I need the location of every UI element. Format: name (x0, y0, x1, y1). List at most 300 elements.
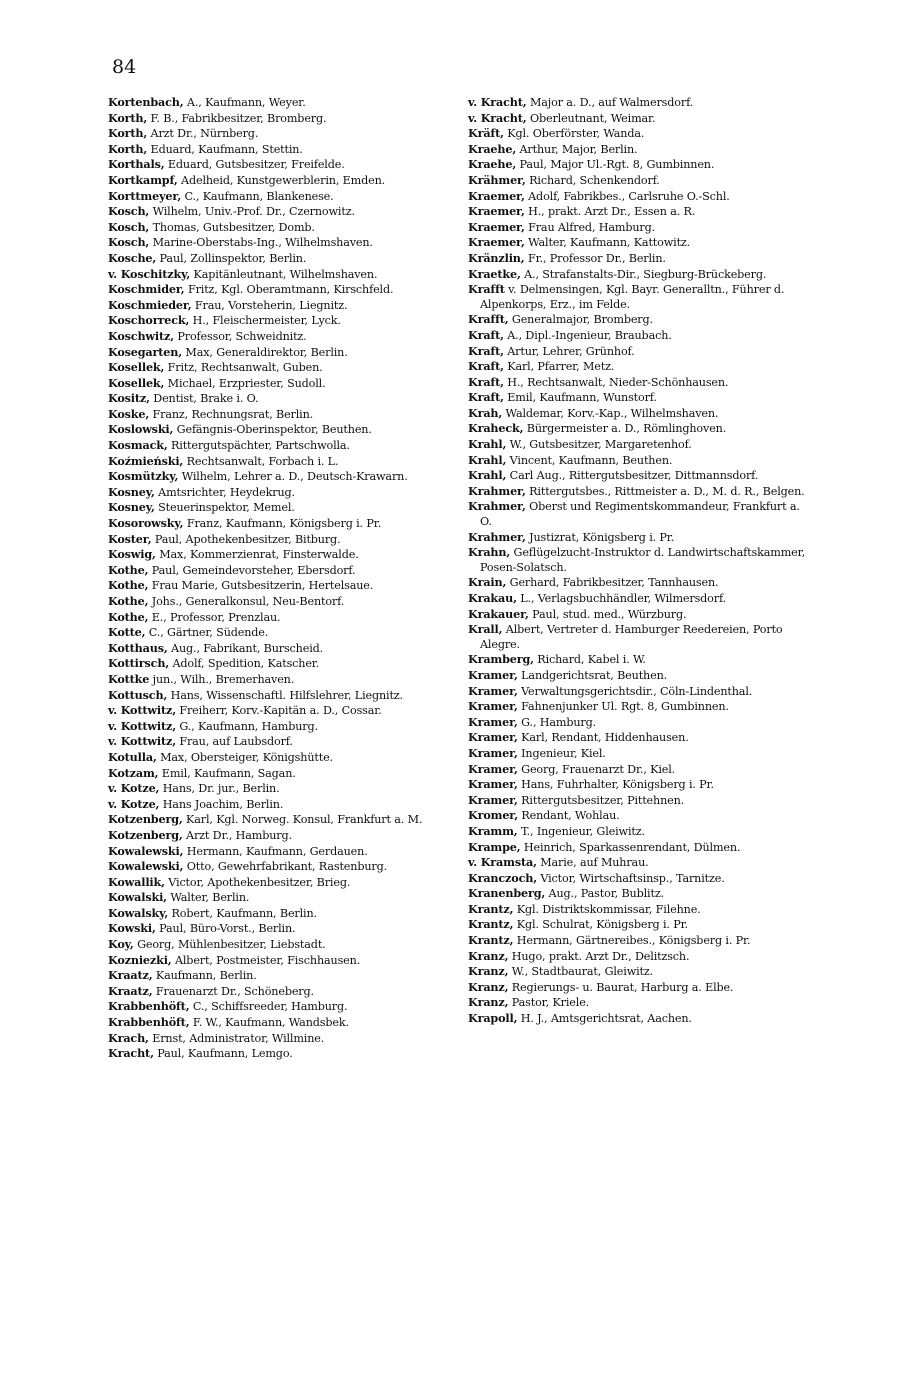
directory-entry (468, 468, 813, 484)
entry-name: Kosney, (108, 500, 155, 515)
directory-entry (108, 703, 453, 719)
entry-details: Kgl. Distriktskommissar, Filehne. (513, 902, 701, 916)
entry-details: Gerhard, Fabrikbesitzer, Tannhausen. (506, 576, 719, 590)
entry-name: Krach, (108, 1030, 149, 1045)
directory-entry (108, 298, 453, 314)
directory-entry (108, 547, 453, 563)
entry-details: Karl, Kgl. Norweg. Konsul, Frankfurt a. M. (182, 813, 423, 827)
directory-entry (108, 688, 453, 704)
entry-details: Walter, Kaufmann, Kattowitz. (524, 236, 691, 250)
directory-entry (468, 344, 813, 360)
entry-details: Franz, Kaufmann, Königsberg i. Pr. (183, 517, 382, 531)
directory-entry (108, 204, 453, 220)
directory-entry (468, 871, 813, 887)
entry-name: Kotzam, (108, 765, 159, 780)
entry-details: Rittergutspächter, Partschwolla. (167, 439, 350, 453)
entry-name: Kosch, (108, 204, 150, 219)
directory-entry (108, 282, 453, 298)
entry-name: v. Kracht, (468, 95, 527, 109)
directory-entry (468, 390, 813, 406)
entry-details: Frau, auf Laubsdorf. (175, 735, 293, 749)
entry-details: Paul, Büro-Vorst., Berlin. (155, 922, 296, 936)
entry-name: v. Kottwitz, (108, 703, 176, 718)
entry-details: Freiherr, Korv.-Kapitän a. D., Cossar. (175, 704, 382, 718)
directory-entry (468, 220, 813, 236)
entry-details: G., Hamburg. (517, 715, 597, 729)
directory-entry (468, 189, 813, 205)
entry-name: Kotulla, (108, 749, 157, 764)
entry-details: Albert, Postmeister, Fischhausen. (171, 953, 361, 967)
entry-details: Wilhelm, Lehrer a. D., Deutsch-Krawarn. (178, 470, 408, 484)
entry-details: E., Professor, Prenzlau. (148, 610, 281, 624)
entry-name: Krantz, (468, 901, 514, 916)
entry-name: Koźmieński, (108, 453, 184, 468)
directory-entry (468, 622, 813, 652)
directory-entry (108, 672, 453, 688)
directory-entry (108, 859, 453, 875)
directory-entry (108, 251, 453, 267)
entry-details: Arthur, Major, Berlin. (516, 142, 638, 156)
entry-name: Korthals, (108, 157, 165, 172)
entry-details: Fritz, Rechtsanwalt, Guben. (164, 361, 323, 375)
entry-name: Kranczoch, (468, 870, 537, 885)
directory-entry (108, 890, 453, 906)
directory-entry (108, 142, 453, 158)
entry-name: Kraft, (468, 359, 504, 374)
directory-entry (468, 980, 813, 996)
entry-name: Kramer, (468, 730, 518, 745)
entry-name: Kramer, (468, 792, 518, 807)
entry-details: Arzt Dr., Hamburg. (182, 828, 292, 842)
entry-details: Eduard, Kaufmann, Stettin. (147, 142, 303, 156)
entry-name: Kottusch, (108, 687, 168, 702)
entry-details: Emil, Kaufmann, Sagan. (158, 766, 296, 780)
directory-entry (108, 469, 453, 485)
directory-entry (108, 532, 453, 548)
entry-details: v. Delmensingen, Kgl. Bayr. Generalltn., Führer d. Alpenkorps, Erz., im Felde. (480, 283, 785, 311)
entry-name: Kräft, (468, 126, 504, 141)
directory-entry (468, 375, 813, 391)
entry-name: Kranz, (468, 995, 509, 1010)
directory-entry (468, 95, 813, 111)
entry-details: Marine-Oberstabs-Ing., Wilhelmshaven. (149, 236, 373, 250)
directory-entry (108, 173, 453, 189)
directory-entry (468, 421, 813, 437)
entry-details: Frauenarzt Dr., Schöneberg. (152, 984, 314, 998)
entry-details: A., Dipl.-Ingenieur, Braubach. (503, 328, 672, 342)
directory-entry (108, 516, 453, 532)
directory-entry (108, 376, 453, 392)
entry-name: v. Kottwitz, (108, 734, 176, 749)
directory-entry (108, 906, 453, 922)
entry-name: Kraemer, (468, 204, 525, 219)
directory-entry (108, 812, 453, 828)
entry-details: Amtsrichter, Heydekrug. (154, 485, 295, 499)
directory-entry (108, 422, 453, 438)
entry-name: Koswig, (108, 547, 156, 562)
entry-name: Kortkampf, (108, 172, 178, 187)
entry-name: Koschorreck, (108, 313, 190, 328)
entry-name: Krafft (468, 282, 505, 297)
entry-details: Max, Generaldirektor, Berlin. (182, 345, 348, 359)
entry-name: Kränzlin, (468, 250, 525, 265)
directory-entry (108, 921, 453, 937)
entry-details: Victor, Apothekenbesitzer, Brieg. (164, 875, 351, 889)
directory-entry (108, 454, 453, 470)
entry-name: Kranz, (468, 948, 509, 963)
entry-name: Kosch, (108, 219, 150, 234)
entry-name: Kosche, (108, 250, 157, 265)
directory-entry (468, 235, 813, 251)
entry-name: Kottirsch, (108, 656, 170, 671)
directory-entry (468, 917, 813, 933)
entry-details: Johs., Generalkonsul, Neu-Bentorf. (148, 595, 345, 608)
directory-entry (108, 984, 453, 1000)
entry-name: Kosney, (108, 484, 155, 499)
entry-name: Kosegarten, (108, 344, 182, 359)
directory-entry (108, 267, 453, 283)
entry-details: Fr., Professor Dr., Berlin. (524, 251, 666, 265)
directory-entry (108, 500, 453, 516)
entry-name: Krantz, (468, 933, 514, 948)
entry-name: Kranz, (468, 964, 509, 979)
entry-details: Rechtsanwalt, Forbach i. L. (183, 454, 339, 468)
entry-name: Korth, (108, 141, 148, 156)
directory-entry (108, 345, 453, 361)
entry-details: C., Schiffsreeder, Hamburg. (189, 1000, 348, 1014)
entry-name: Kraehe, (468, 157, 517, 172)
entry-details: Wilhelm, Univ.-Prof. Dr., Czernowitz. (149, 205, 355, 219)
directory-entry (468, 995, 813, 1011)
entry-details: Landgerichtsrat, Beuthen. (517, 668, 668, 682)
entry-name: Krakau, (468, 591, 517, 605)
directory-entry (108, 1015, 453, 1031)
directory-entry (468, 126, 813, 142)
directory-entry (468, 699, 813, 715)
entry-name: Kowalsky, (108, 905, 169, 920)
directory-entry (468, 684, 813, 700)
directory-entry (468, 933, 813, 949)
entry-details: A., Strafanstalts-Dir., Siegburg-Brückeberg. (520, 267, 767, 281)
entry-details: F. B., Fabrikbesitzer, Bromberg. (147, 111, 327, 125)
entry-details: Paul, Major Ul.-Rgt. 8, Gumbinnen. (516, 158, 715, 172)
entry-details: F. W., Kaufmann, Wandsbek. (189, 1016, 349, 1030)
entry-details: Heinrich, Sparkassenrendant, Dülmen. (520, 840, 741, 854)
entry-name: v. Kotze, (108, 781, 160, 796)
directory-entry (468, 886, 813, 902)
entry-name: Krafft, (468, 312, 509, 327)
directory-entry (108, 781, 453, 797)
directory-entry (108, 1046, 453, 1062)
entry-details: Hans Joachim, Berlin. (159, 797, 284, 811)
directory-entry (108, 438, 453, 454)
entry-name: v. Kottwitz, (108, 718, 176, 733)
directory-entry (108, 578, 453, 594)
directory-entry (468, 575, 813, 591)
entry-details: Geflügelzucht-Instruktor d. Landwirtschaftskammer, Posen-Solatsch. (480, 546, 806, 574)
entry-details: Karl, Pfarrer, Metz. (503, 360, 615, 374)
directory-entry (468, 157, 813, 173)
entry-name: Krahmer, (468, 483, 526, 498)
entry-name: Kosellek, (108, 375, 165, 390)
entry-name: Korttmeyer, (108, 188, 182, 203)
entry-name: Kothe, (108, 609, 149, 624)
entry-details: Kapitänleutnant, Wilhelmshaven. (190, 267, 378, 281)
directory-entry (108, 95, 453, 111)
directory-entry (108, 220, 453, 236)
entry-name: Kraft, (468, 390, 504, 405)
directory-entry (468, 530, 813, 546)
entry-details: Waldemar, Korv.-Kap., Wilhelmshaven. (502, 406, 719, 420)
page-number: 84 (112, 56, 137, 78)
entry-details: jun., Wilh., Bremerhaven. (149, 672, 295, 686)
directory-entry (108, 235, 453, 251)
entry-details: Adolf, Fabrikbes., Carlsruhe O.-Schl. (524, 189, 730, 203)
entry-details: A., Kaufmann, Weyer. (183, 96, 306, 109)
entry-details: Hermann, Kaufmann, Gerdauen. (183, 844, 368, 858)
entry-name: Krantz, (468, 917, 514, 932)
entry-name: Kraemer, (468, 188, 525, 203)
entry-name: Kraft, (468, 374, 504, 389)
directory-entry (108, 937, 453, 953)
entry-name: Kraemer, (468, 219, 525, 234)
entry-details: L., Verlagsbuchhändler, Wilmersdorf. (516, 592, 726, 605)
directory-entry (468, 808, 813, 824)
directory-entry (468, 652, 813, 668)
directory-entry (108, 968, 453, 984)
entry-details: Arzt Dr., Nürnberg. (147, 127, 259, 141)
entry-name: Kortenbach, (108, 95, 184, 109)
entry-name: Krahl, (468, 452, 507, 467)
entry-name: Koschmider, (108, 282, 185, 297)
entry-name: Korth, (108, 126, 148, 141)
entry-details: Georg, Frauenarzt Dr., Kiel. (517, 762, 676, 776)
entry-details: Robert, Kaufmann, Berlin. (168, 906, 317, 920)
entry-name: Kositz, (108, 391, 150, 406)
entry-details: Hermann, Gärtnereibes., Königsberg i. Pr. (513, 934, 751, 948)
left-column (108, 95, 453, 1062)
entry-details: Max, Kommerzienrat, Finsterwalde. (155, 548, 359, 562)
directory-entry (468, 545, 813, 575)
entry-details: W., Gutsbesitzer, Margaretenhof. (506, 438, 692, 452)
directory-entry (468, 715, 813, 731)
directory-entry (468, 142, 813, 158)
entry-name: Krall, (468, 622, 503, 637)
entry-name: Kraetke, (468, 266, 521, 281)
entry-name: Kraemer, (468, 235, 525, 250)
entry-name: Krapoll, (468, 1011, 518, 1026)
entry-details: Carl Aug., Rittergutsbesitzer, Dittmannsdorf. (506, 469, 759, 483)
entry-details: Justizrat, Königsberg i. Pr. (525, 530, 675, 544)
entry-details: Fritz, Kgl. Oberamtmann, Kirschfeld. (184, 283, 394, 297)
entry-details: Hans, Wissenschaftl. Hilfslehrer, Liegnitz. (167, 688, 403, 702)
entry-details: H., prakt. Arzt Dr., Essen a. R. (524, 205, 696, 219)
entry-name: Koy, (108, 937, 134, 952)
directory-entry (108, 313, 453, 329)
directory-entry (108, 999, 453, 1015)
entry-name: Kosch, (108, 235, 150, 250)
entry-name: Kowalewski, (108, 859, 184, 874)
directory-entry (468, 949, 813, 965)
directory-entry (108, 485, 453, 501)
entry-name: Kramer, (468, 667, 518, 682)
entry-name: Kramer, (468, 699, 518, 714)
entry-name: v. Kracht, (468, 110, 527, 125)
entry-details: Oberst und Regimentskommandeur, Frankfurt a. O. (480, 500, 800, 529)
directory-entry (468, 204, 813, 220)
directory-entry (108, 734, 453, 750)
directory-entry (108, 828, 453, 844)
entry-name: Krahmer, (468, 499, 526, 514)
directory-entry (468, 328, 813, 344)
directory-entry (108, 126, 453, 142)
entry-name: Kramer, (468, 714, 518, 729)
entry-details: C., Gärtner, Südende. (145, 626, 269, 640)
entry-details: Kgl. Oberförster, Wanda. (503, 127, 645, 141)
entry-name: Krahn, (468, 545, 511, 560)
directory-entry (468, 840, 813, 856)
entry-name: Kramer, (468, 761, 518, 776)
entry-details: Richard, Schenkendorf. (525, 173, 660, 187)
entry-details: Paul, Zollinspektor, Berlin. (156, 251, 307, 265)
directory-entry (468, 902, 813, 918)
directory-entry (468, 484, 813, 500)
directory-entry (108, 953, 453, 969)
entry-details: Kgl. Schulrat, Königsberg i. Pr. (513, 918, 688, 932)
entry-details: Oberleutnant, Weimar. (526, 111, 656, 125)
directory-entry (108, 1031, 453, 1047)
directory-entry (108, 719, 453, 735)
entry-details: Aug., Pastor, Bublitz. (545, 887, 664, 901)
directory-entry (108, 329, 453, 345)
entry-details: Regierungs- u. Baurat, Harburg a. Elbe. (508, 980, 734, 994)
directory-entry (468, 964, 813, 980)
entry-details: Victor, Wirtschaftsinsp., Tarnitze. (536, 871, 725, 885)
entry-details: Adelheid, Kunstgewerblerin, Emden. (177, 173, 386, 187)
entry-details: Ingenieur, Kiel. (517, 746, 606, 760)
right-column (468, 95, 813, 1027)
entry-name: Koster, (108, 531, 152, 546)
entry-name: Krain, (468, 575, 507, 590)
entry-details: Paul, stud. med., Würzburg. (528, 607, 687, 621)
entry-details: Pastor, Kriele. (508, 996, 590, 1010)
directory-entry (468, 437, 813, 453)
entry-name: Kosmützky, (108, 469, 179, 484)
entry-details: Rendant, Wohlau. (517, 809, 620, 823)
directory-entry (468, 793, 813, 809)
entry-name: Kowski, (108, 921, 156, 936)
entry-name: Kotthaus, (108, 640, 168, 655)
entry-details: Rittergutsbes., Rittmeister a. D., M. d. R., Belgen. (525, 484, 805, 498)
entry-details: Michael, Erzpriester, Sudoll. (164, 376, 326, 390)
entry-details: T., Ingenieur, Gleiwitz. (517, 824, 645, 838)
entry-details: Paul, Kaufmann, Lemgo. (153, 1047, 293, 1061)
entry-details: Thomas, Gutsbesitzer, Domb. (149, 220, 315, 234)
entry-details: Frau Marie, Gutsbesitzerin, Hertelsaue. (148, 579, 374, 593)
entry-details: Generalmajor, Bromberg. (508, 313, 653, 327)
entry-name: Kosorowsky, (108, 516, 184, 531)
entry-details: Fahnenjunker Ul. Rgt. 8, Gumbinnen. (517, 700, 729, 714)
directory-entry (108, 625, 453, 641)
entry-details: Albert, Vertreter d. Hamburger Reedereien, Porto Alegre. (480, 623, 783, 651)
directory-entry (468, 1011, 813, 1027)
entry-details: W., Stadtbaurat, Gleiwitz. (508, 965, 654, 979)
entry-name: Kozniezki, (108, 952, 172, 967)
entry-details: Frau Alfred, Hamburg. (524, 220, 656, 234)
directory-entry (108, 594, 453, 610)
entry-details: Frau, Vorsteherin, Liegnitz. (191, 298, 348, 312)
entry-name: Kramm, (468, 823, 518, 838)
directory-entry (108, 189, 453, 205)
entry-name: Kowalski, (108, 890, 167, 905)
entry-name: Koschmieder, (108, 297, 192, 312)
directory-entry (108, 563, 453, 579)
entry-name: Kothe, (108, 562, 149, 577)
entry-name: Kranenberg, (468, 886, 546, 901)
entry-details: Paul, Gemeindevorsteher, Ebersdorf. (148, 563, 356, 577)
directory-entry (108, 875, 453, 891)
entry-name: Kraheck, (468, 421, 524, 436)
entry-details: Paul, Apothekenbesitzer, Bitburg. (151, 532, 341, 546)
entry-details: Richard, Kabel i. W. (533, 653, 646, 667)
directory-entry (468, 251, 813, 267)
entry-details: Franz, Rechnungsrat, Berlin. (149, 407, 314, 421)
entry-details: C., Kaufmann, Blankenese. (181, 189, 334, 203)
entry-details: Steuerinspektor, Memel. (154, 501, 295, 515)
entry-name: Kothe, (108, 594, 149, 608)
entry-name: Koschwitz, (108, 328, 174, 343)
entry-name: v. Kotze, (108, 796, 160, 811)
entry-details: Verwaltungsgerichtsdir., Cöln-Lindenthal. (517, 684, 753, 698)
entry-name: Kramer, (468, 777, 518, 792)
entry-details: Rittergutsbesitzer, Pittehnen. (517, 793, 685, 807)
entry-name: Kraft, (468, 343, 504, 358)
entry-name: Krabbenhöft, (108, 999, 190, 1014)
directory-entry (468, 359, 813, 375)
directory-entry (108, 750, 453, 766)
entry-details: Eduard, Gutsbesitzer, Freifelde. (164, 158, 345, 172)
entry-details: Vincent, Kaufmann, Beuthen. (506, 453, 673, 467)
entry-name: v. Koschitzky, (108, 266, 191, 281)
entry-name: Koslowski, (108, 422, 174, 437)
entry-details: G., Kaufmann, Hamburg. (175, 719, 318, 733)
directory-entry (108, 844, 453, 860)
entry-name: Krahmer, (468, 529, 526, 544)
directory-entry (108, 360, 453, 376)
entry-name: Kranz, (468, 979, 509, 994)
entry-details: H., Fleischermeister, Lyck. (189, 314, 341, 328)
directory-entry (108, 797, 453, 813)
directory-entry (108, 391, 453, 407)
entry-details: Professor, Schweidnitz. (173, 329, 307, 343)
directory-entry (468, 453, 813, 469)
directory-entry (108, 157, 453, 173)
entry-name: Kraatz, (108, 983, 153, 998)
entry-details: Max, Obersteiger, Königshütte. (156, 750, 333, 764)
entry-name: Kosellek, (108, 360, 165, 375)
entry-details: Major a. D., auf Walmersdorf. (526, 96, 694, 109)
entry-name: Kracht, (108, 1046, 154, 1061)
entry-name: Korth, (108, 110, 148, 125)
entry-details: Hans, Fuhrhalter, Königsberg i. Pr. (517, 778, 714, 792)
entry-details: Adolf, Spedition, Katscher. (169, 657, 320, 671)
entry-name: Kramer, (468, 683, 518, 698)
entry-name: Krabbenhöft, (108, 1015, 190, 1030)
entry-name: Kosmack, (108, 438, 168, 453)
entry-name: Krahl, (468, 468, 507, 483)
entry-name: Krah, (468, 405, 503, 420)
entry-details: Ernst, Administrator, Willmine. (148, 1031, 325, 1045)
